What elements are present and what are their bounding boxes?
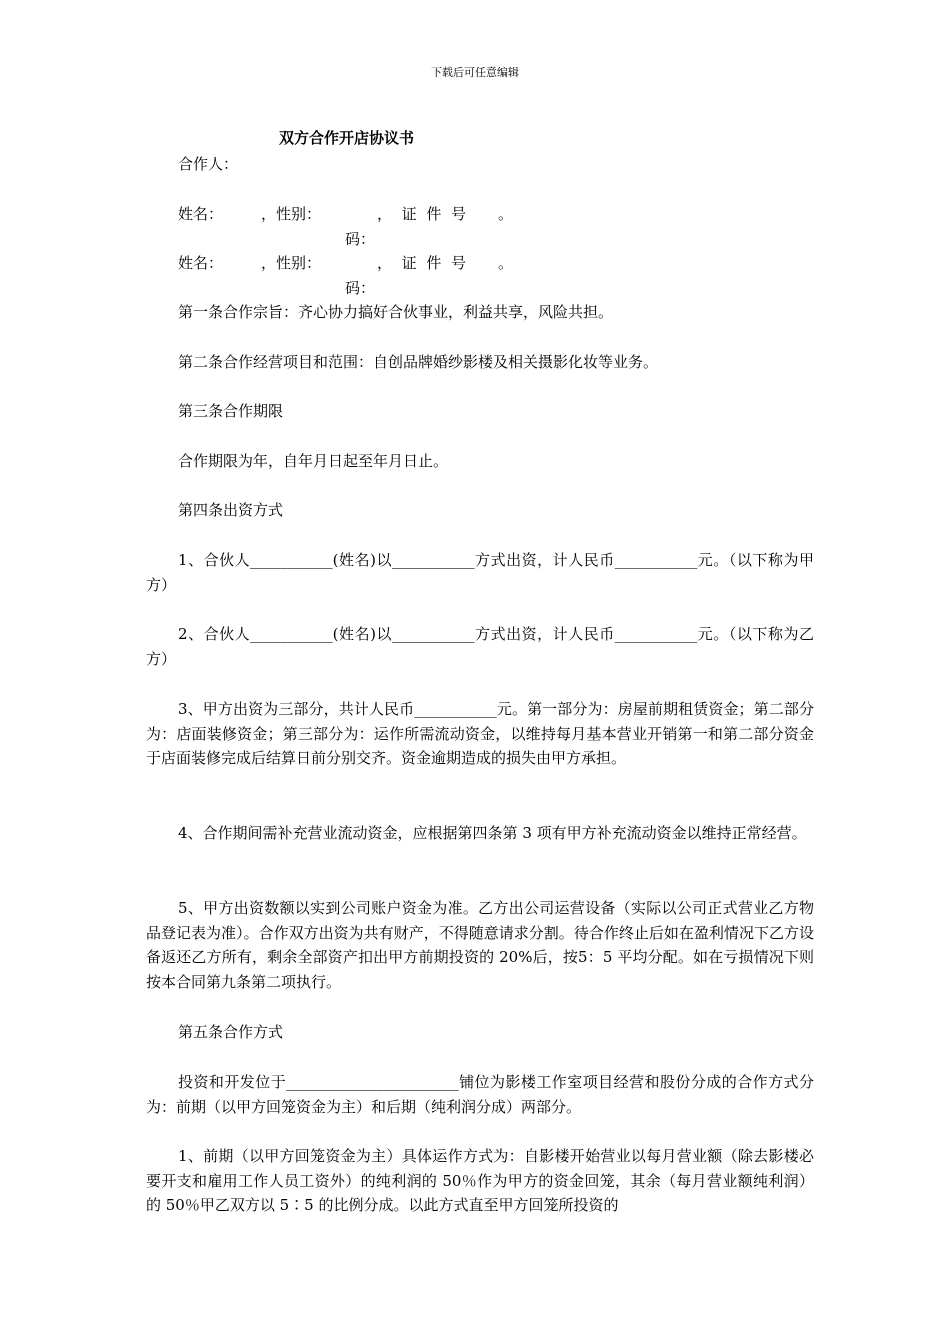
id-label: ，证件号码：	[345, 254, 466, 297]
line-end: 。	[498, 205, 514, 223]
article-5-body: 投资和开发位于_______________________铺位为影楼工作室项目经营和股份分成的合作方式分为：前期（以甲方回笼资金为主）和后期（纯利润分成）两部分。	[146, 1073, 814, 1116]
gender-label: ，性别：	[261, 205, 322, 223]
article-4-item-2: 2、合伙人___________(姓名)以___________方式出资，计人民币___________元。（以下称为乙方）	[146, 625, 814, 668]
page-header: 下载后可任意编辑	[431, 66, 519, 79]
gender-label: ，性别：	[261, 254, 322, 272]
document-title: 双方合作开店协议书	[279, 129, 415, 147]
name-label: 姓名：	[178, 254, 224, 272]
partners-label: 合作人：	[178, 155, 239, 173]
person-line-2	[146, 251, 814, 300]
article-2: 第二条合作经营项目和范围：自创品牌婚纱影楼及相关摄影化妆等业务。	[178, 353, 659, 371]
article-5-heading: 第五条合作方式	[178, 1023, 284, 1041]
article-3-body: 合作期限为年，自年月日起至年月日止。	[178, 452, 449, 470]
article-4-item-4: 4、合作期间需补充营业流动资金，应根据第四条第 3 项有甲方补充流动资金以维持正常经营。	[178, 824, 807, 842]
article-4-item-1: 1、合伙人___________(姓名)以___________方式出资，计人民币___________元。（以下称为甲方）	[146, 551, 814, 594]
person-line-1	[146, 202, 814, 251]
line-end: 。	[498, 254, 514, 272]
article-4-item-5: 5、甲方出资数额以实到公司账户资金为准。乙方出公司运营设备（实际以公司正式营业乙方物品登记表为准）。合作双方出资为共有财产，不得随意请求分割。待合作终止后如在盈利情况下乙方设备返还乙方所有，剩余全部资产扣出甲方前期投资的 20%后，按5：5 平均分配。如在亏损情况下则按本合同第九条第二项执行。	[146, 899, 814, 991]
article-4-item-3: 3、甲方出资为三部分，共计人民币___________元。第一部分为：房屋前期租赁资金；第二部分为：店面装修资金；第三部分为：运作所需流动资金，以维持每月基本营业开销第一和第二部分资金于店面装修完成后结算日前分别交齐。资金逾期造成的损失由甲方承担。	[146, 700, 814, 768]
name-label: 姓名：	[178, 205, 224, 223]
article-4-heading: 第四条出资方式	[178, 501, 284, 519]
id-label: ，证件号码：	[345, 205, 466, 248]
article-3-heading: 第三条合作期限	[178, 402, 284, 420]
article-1: 第一条合作宗旨：齐心协力搞好合伙事业，利益共享，风险共担。	[178, 303, 614, 321]
article-5-item-1: 1、前期（以甲方回笼资金为主）具体运作方式为：自影楼开始营业以每月营业额（除去影楼必要开支和雇用工作人员工资外）的纯利润的 50％作为甲方的资金回笼，其余（每月营业额纯利润）的 50％甲乙双方以 5∶5 的比例分成。以此方式直至甲方回笼所投资的	[146, 1147, 814, 1215]
